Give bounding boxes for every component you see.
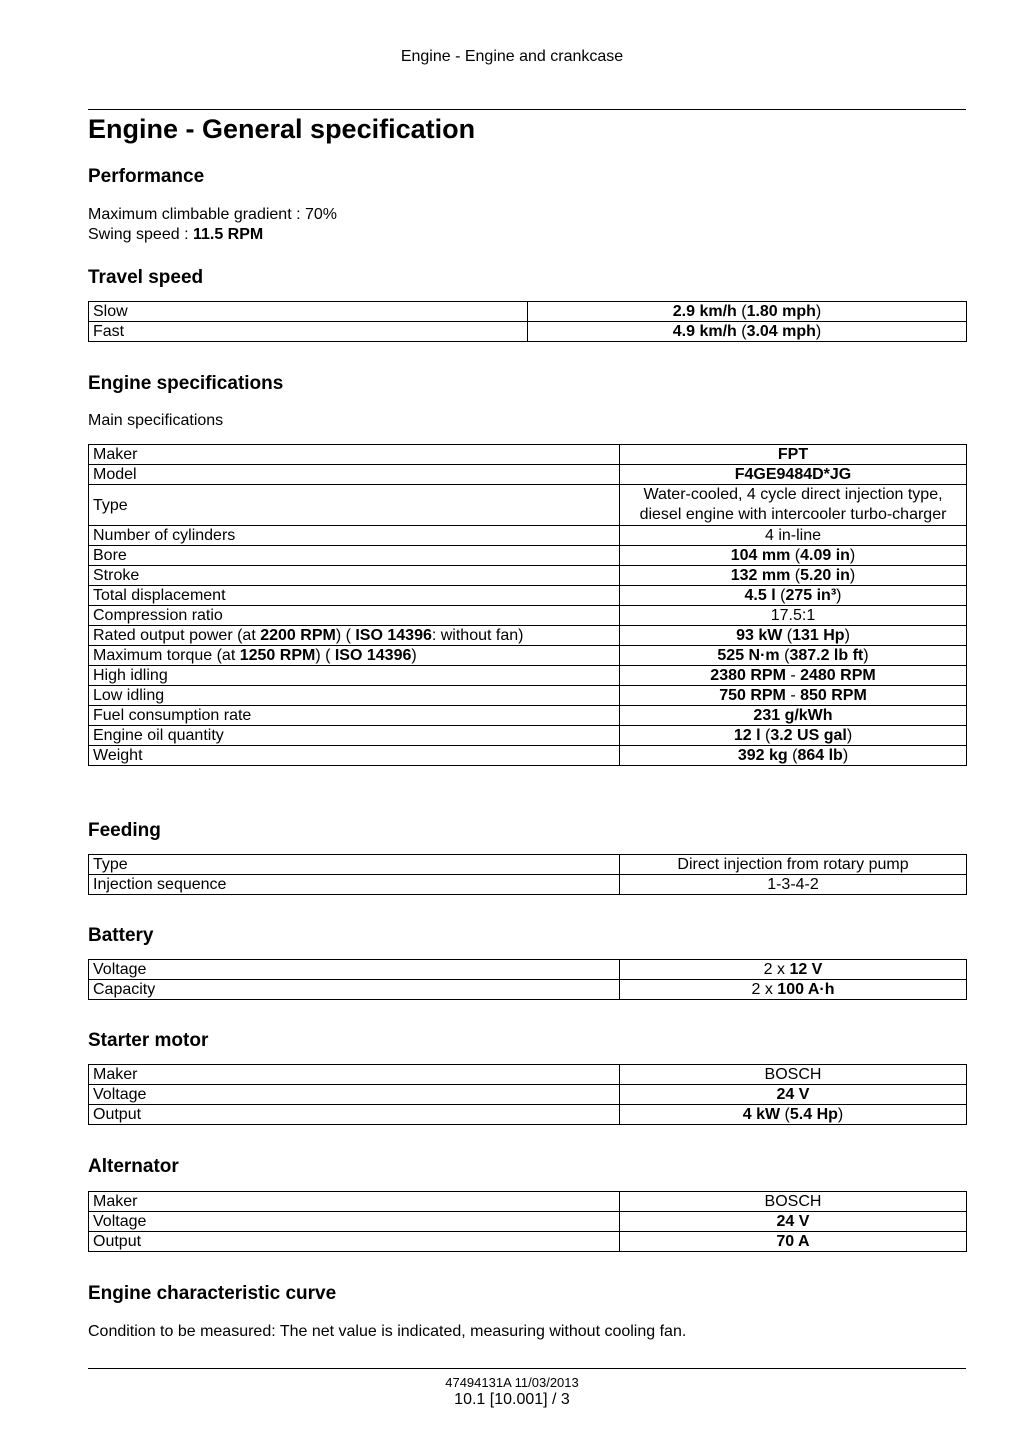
row-label: Model <box>89 465 620 485</box>
table-row <box>89 980 967 1000</box>
row-value: 104 mm (4.09 in) <box>620 546 967 566</box>
row-label: Compression ratio <box>89 606 620 626</box>
table-row <box>89 960 967 980</box>
alternator-table <box>88 1191 967 1252</box>
value-metric: 104 mm <box>730 547 791 564</box>
row-value: 132 mm (5.20 in) <box>620 566 967 586</box>
row-value: 2.9 km/h (1.80 mph) <box>528 302 967 322</box>
row-value: 231 g/kWh <box>620 706 967 726</box>
page-reference: 10.1 [10.001] / 3 <box>454 1391 570 1408</box>
row-value <box>620 445 967 465</box>
table-row <box>89 465 967 485</box>
row-label: Total displacement <box>89 586 620 606</box>
value-metric: 2.9 km/h <box>672 303 737 320</box>
row-value: 24 V <box>620 1212 967 1232</box>
table-row <box>89 875 967 895</box>
row-value: Direct injection from rotary pump <box>620 855 967 875</box>
row-value: BOSCH <box>620 1065 967 1085</box>
row-label: Slow <box>89 302 528 322</box>
curve-condition <box>88 1322 686 1342</box>
value-metric: 12 l <box>733 727 761 744</box>
row-label: Output <box>89 1232 620 1252</box>
swing-speed-label: Swing speed : <box>88 226 189 243</box>
curve-condition-label: Condition to be measured: <box>88 1323 276 1340</box>
table-row <box>89 1212 967 1232</box>
value-metric: 132 mm <box>730 567 791 584</box>
value-metric: 392 kg <box>737 747 788 764</box>
row-label: Engine oil quantity <box>89 726 620 746</box>
table-row <box>89 485 967 526</box>
value-metric: 4.5 l <box>744 587 776 604</box>
row-value: 24 V <box>620 1085 967 1105</box>
row-value: 2 x 100 A·h <box>620 980 967 1000</box>
row-label: High idling <box>89 666 620 686</box>
row-label: Stroke <box>89 566 620 586</box>
row-label: Number of cylinders <box>89 526 620 546</box>
travel-speed-table <box>88 301 967 342</box>
table-row <box>89 566 967 586</box>
row-label: Type <box>89 855 620 875</box>
row-value <box>620 465 967 485</box>
row-value: 4 in-line <box>620 526 967 546</box>
engine-type-line-1: Water-cooled, 4 cycle direct injection type, <box>643 486 943 503</box>
table-row <box>89 526 967 546</box>
document-id: 47494131A 11/03/2013 <box>445 1375 579 1390</box>
value-imperial: 275 in³ <box>785 587 837 604</box>
gradient-value: 70% <box>304 206 338 223</box>
table-row <box>89 686 967 706</box>
row-value: 2380 RPM - 2480 RPM <box>620 666 967 686</box>
bottom-rule <box>88 1368 966 1369</box>
top-rule <box>88 109 966 110</box>
table-row <box>89 1065 967 1085</box>
row-value: BOSCH <box>620 1192 967 1212</box>
row-value: 1-3-4-2 <box>620 875 967 895</box>
travel-speed-heading: Travel speed <box>88 267 204 288</box>
table-row <box>89 1232 967 1252</box>
value-metric: 93 kW <box>736 627 783 644</box>
row-label: Maker <box>89 1192 620 1212</box>
engine-type-line-2: diesel engine with intercooler turbo-charger <box>639 506 947 523</box>
row-label: Voltage <box>89 1212 620 1232</box>
table-row <box>89 586 967 606</box>
curve-condition-text: The net value is indicated, measuring without cooling fan. <box>279 1323 687 1340</box>
row-label: Injection sequence <box>89 875 620 895</box>
table-row <box>89 855 967 875</box>
table-row <box>89 606 967 626</box>
engine-curve-heading: Engine characteristic curve <box>88 1283 337 1304</box>
table-row <box>89 726 967 746</box>
engine-maker: FPT <box>777 446 809 463</box>
row-value: 4.9 km/h (3.04 mph) <box>528 322 967 342</box>
row-label: Fuel consumption rate <box>89 706 620 726</box>
row-label: Maximum torque (at 1250 RPM) ( ISO 14396) <box>89 646 620 666</box>
running-head: Engine - Engine and crankcase <box>400 48 624 65</box>
starter-motor-table <box>88 1064 967 1125</box>
row-value: 392 kg (864 lb) <box>620 746 967 766</box>
table-row <box>89 626 967 646</box>
row-value: 750 RPM - 850 RPM <box>620 686 967 706</box>
table-row <box>89 706 967 726</box>
engine-specifications-table <box>88 444 967 766</box>
table-row <box>89 546 967 566</box>
main-specifications-label: Main specifications <box>88 412 224 429</box>
gradient-label: Maximum climbable gradient : <box>88 206 301 223</box>
feeding-table <box>88 854 967 895</box>
table-row <box>89 1192 967 1212</box>
table-row <box>89 666 967 686</box>
battery-table <box>88 959 967 1000</box>
row-value: 93 kW (131 Hp) <box>620 626 967 646</box>
row-value: 4.5 l (275 in³) <box>620 586 967 606</box>
swing-speed-line <box>88 225 263 245</box>
row-label: Bore <box>89 546 620 566</box>
row-value: 12 l (3.2 US gal) <box>620 726 967 746</box>
row-value <box>620 485 967 526</box>
row-label: Fast <box>89 322 528 342</box>
row-label: Voltage <box>89 960 620 980</box>
row-value: 70 A <box>620 1232 967 1252</box>
value-imperial: 1.80 mph <box>746 303 816 320</box>
value-imperial: 3.2 US gal <box>770 727 847 744</box>
value-imperial: 5.20 in <box>800 567 850 584</box>
alternator-heading: Alternator <box>88 1156 179 1177</box>
table-row <box>89 302 967 322</box>
table-row <box>89 445 967 465</box>
starter-motor-heading: Starter motor <box>88 1030 209 1051</box>
engine-specifications-heading: Engine specifications <box>88 373 284 394</box>
row-value: 525 N·m (387.2 lb ft) <box>620 646 967 666</box>
row-label: Weight <box>89 746 620 766</box>
row-label: Maker <box>89 445 620 465</box>
value-imperial: 4.09 in <box>800 547 850 564</box>
value-metric: 4.9 km/h <box>672 323 737 340</box>
table-row <box>89 1105 967 1125</box>
row-label: Rated output power (at 2200 RPM) ( ISO 14396: without fan) <box>89 626 620 646</box>
row-label: Maker <box>89 1065 620 1085</box>
row-value: 4 kW (5.4 Hp) <box>620 1105 967 1125</box>
performance-heading: Performance <box>88 166 205 187</box>
value-metric: 4 kW <box>742 1106 781 1123</box>
value-imperial: 5.4 Hp <box>789 1106 838 1123</box>
battery-heading: Battery <box>88 925 154 946</box>
value-imperial: 3.04 mph <box>746 323 816 340</box>
gradient-line <box>88 205 337 225</box>
engine-model: F4GE9484D*JG <box>734 466 852 483</box>
page-title: Engine - General specification <box>88 114 476 144</box>
row-label: Capacity <box>89 980 620 1000</box>
feeding-heading: Feeding <box>88 820 161 841</box>
row-value: 2 x 12 V <box>620 960 967 980</box>
table-row <box>89 646 967 666</box>
value-imperial: 387.2 lb ft <box>789 647 864 664</box>
row-value: 17.5:1 <box>620 606 967 626</box>
table-row <box>89 746 967 766</box>
value-imperial: 864 lb <box>797 747 843 764</box>
row-label: Output <box>89 1105 620 1125</box>
table-row <box>89 322 967 342</box>
row-label: Low idling <box>89 686 620 706</box>
row-label: Type <box>89 485 620 526</box>
row-label: Voltage <box>89 1085 620 1105</box>
value-imperial: 131 Hp <box>792 627 845 644</box>
table-row <box>89 1085 967 1105</box>
swing-speed-value: 11.5 RPM <box>192 226 264 243</box>
value-metric: 525 N·m <box>717 647 780 664</box>
